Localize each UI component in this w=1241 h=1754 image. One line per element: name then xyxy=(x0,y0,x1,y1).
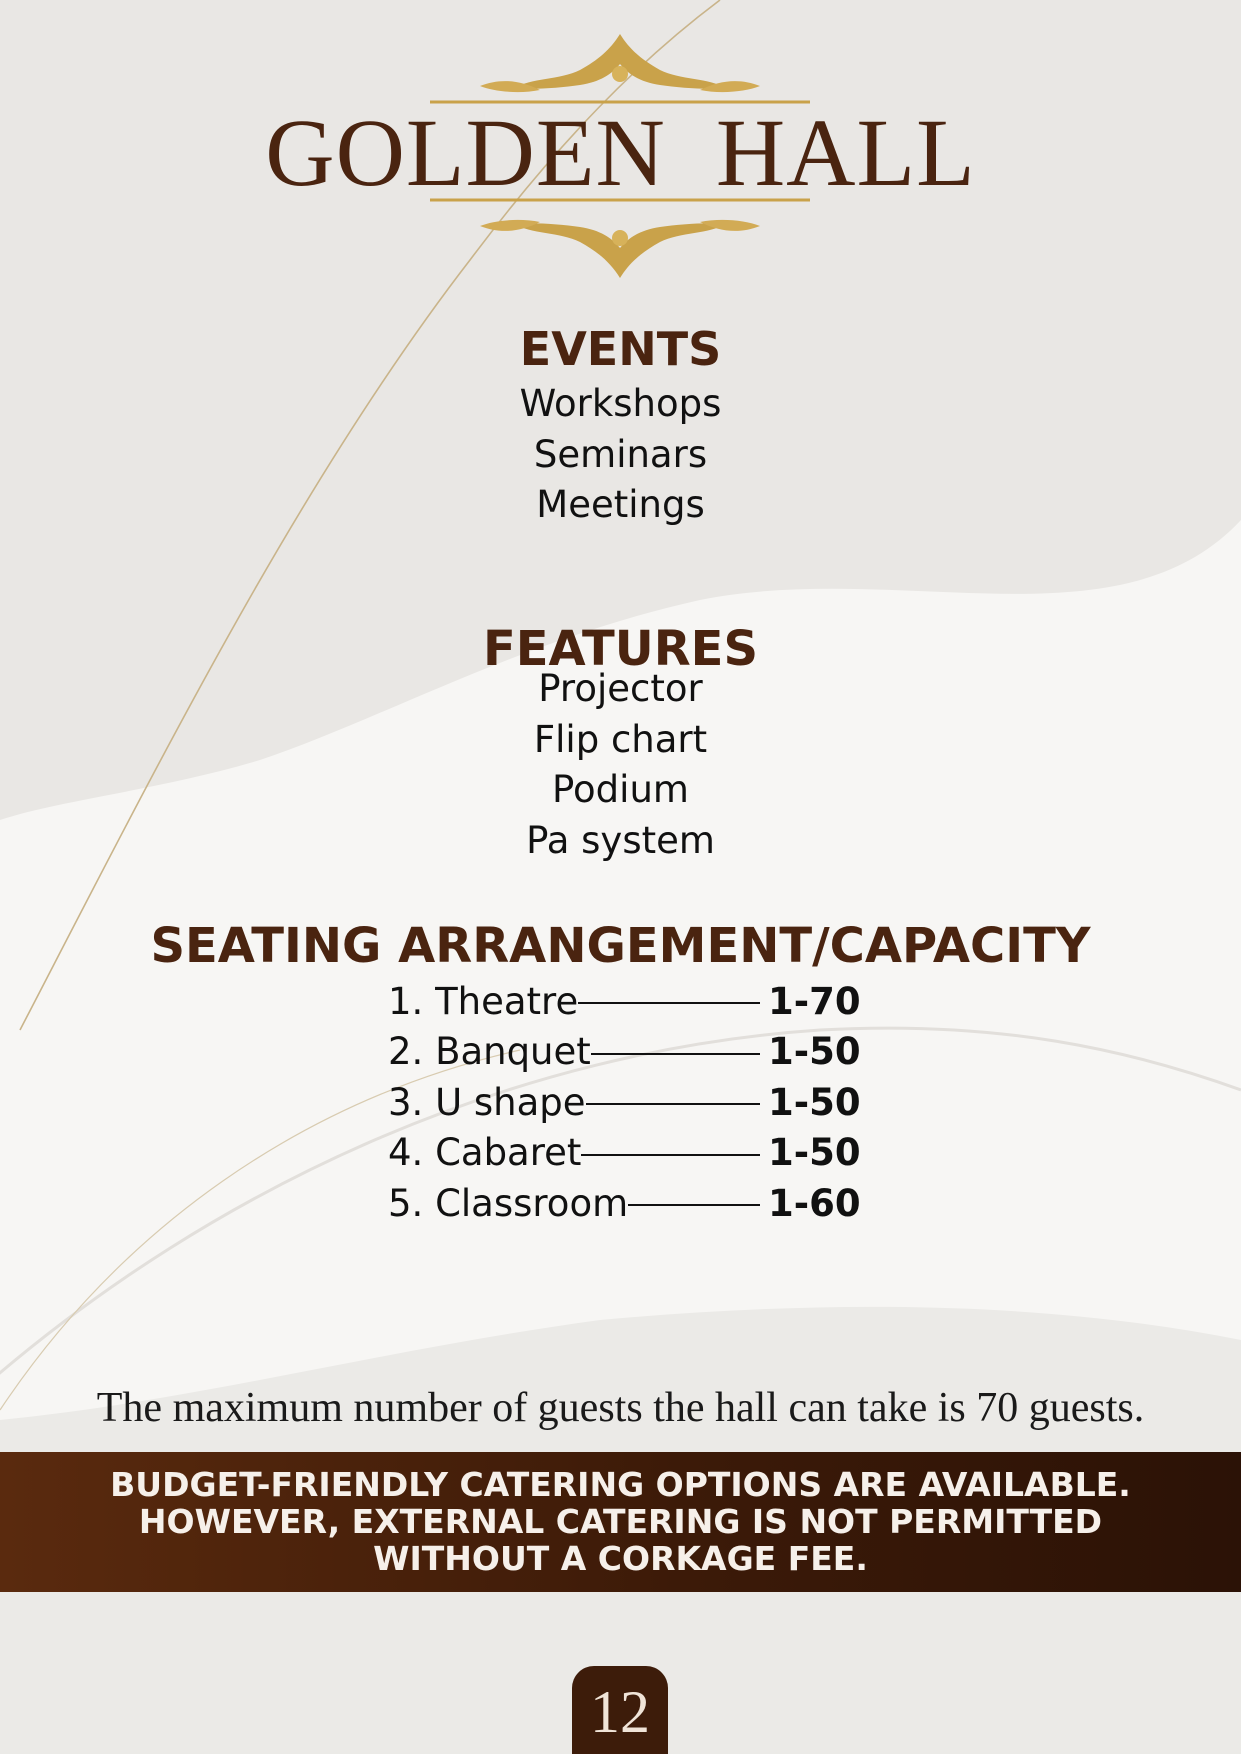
events-heading: EVENTS xyxy=(519,322,722,376)
page-number: 12 xyxy=(572,1666,668,1754)
events-list xyxy=(0,379,1241,531)
seating-label: 4. Cabaret xyxy=(388,1131,582,1175)
seating-capacity: 1-50 xyxy=(768,1080,861,1124)
max-guests-note: The maximum number of guests the hall can take is 70 guests. xyxy=(96,1385,1145,1431)
list-item: Flip chart xyxy=(533,717,708,761)
list-item: Meetings xyxy=(536,483,705,526)
seating-row xyxy=(388,1027,861,1078)
seating-row xyxy=(388,1178,861,1229)
leader-line xyxy=(628,1204,760,1206)
seating-capacity: 1-50 xyxy=(768,1131,861,1175)
gold-ornament-top xyxy=(420,30,820,110)
leader-line xyxy=(581,1154,760,1156)
catering-banner xyxy=(0,1452,1241,1592)
seating-capacity: 1-50 xyxy=(768,1030,861,1074)
banner-line: BUDGET-FRIENDLY CATERING OPTIONS ARE AVAILABLE. xyxy=(110,1465,1131,1504)
seating-capacity: 1-70 xyxy=(768,979,861,1023)
list-item: Podium xyxy=(552,768,689,811)
features-heading: FEATURES xyxy=(482,621,759,677)
hall-title: GOLDEN HALL xyxy=(265,99,976,206)
seating-row xyxy=(388,1128,861,1179)
features-list xyxy=(0,664,1241,866)
seating-row xyxy=(388,1077,861,1128)
leader-line xyxy=(586,1103,760,1105)
seating-label: 3. U shape xyxy=(388,1080,586,1124)
banner-line: HOWEVER, EXTERNAL CATERING IS NOT PERMITTED xyxy=(138,1502,1103,1541)
seating-label: 5. Classroom xyxy=(388,1181,629,1225)
seating-label: 1. Theatre xyxy=(388,979,579,1023)
list-item: Pa system xyxy=(526,818,715,862)
seating-capacity: 1-60 xyxy=(768,1181,861,1225)
list-item: Seminars xyxy=(533,432,708,476)
leader-line xyxy=(578,1002,760,1004)
seating-label: 2. Banquet xyxy=(388,1030,591,1074)
seating-list xyxy=(388,976,861,1229)
leader-line xyxy=(591,1053,760,1055)
seating-row xyxy=(388,976,861,1027)
seating-heading: SEATING ARRANGEMENT/CAPACITY xyxy=(150,918,1091,974)
list-item: Projector xyxy=(538,667,703,710)
banner-line: WITHOUT A CORKAGE FEE. xyxy=(373,1539,868,1578)
list-item: Workshops xyxy=(519,382,722,425)
